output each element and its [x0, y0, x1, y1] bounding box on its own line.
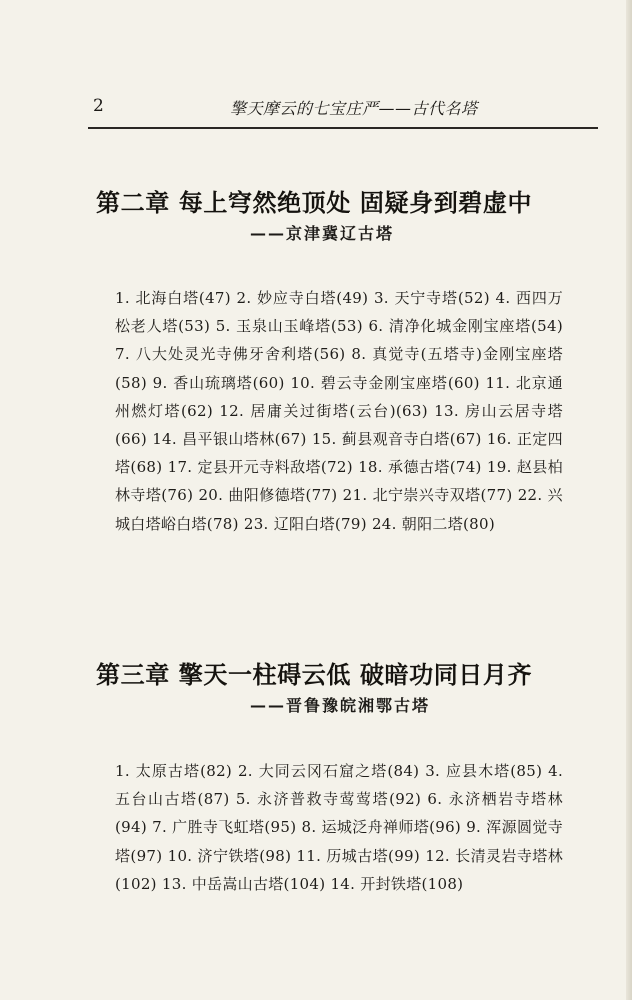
toc-entry-text: 7. 八大处灵光寺佛牙舍利塔(56) — [115, 345, 346, 364]
toc-entry-text: 8. 运城泛舟禅师塔(96) — [301, 818, 462, 837]
toc-entry-text: 11. 北京通州燃灯塔(62) — [115, 373, 563, 420]
toc-entry-text: 1. 太原古塔(82) — [115, 762, 233, 780]
toc-entry-text: 18. 承德古塔(74) — [358, 458, 482, 477]
toc-entry-text: 13. 房山云居寺塔(66) — [115, 401, 563, 449]
toc-entry-text: 5. 永济普救寺莺莺塔(92) — [235, 790, 422, 809]
toc-entry-text: 9. 浑源圆觉寺塔(97) — [115, 818, 564, 865]
toc-entry-text: 10. 济宁铁塔(98) — [167, 846, 292, 865]
toc-entry — [244, 515, 367, 533]
toc-entry-text: 19. 赵县柏林寺塔(76) — [115, 458, 563, 505]
toc-entry-text: 2. 大同云冈石窟之塔(84) — [237, 762, 420, 780]
header-rule — [88, 127, 598, 129]
toc-entry-text: 7. 广胜寺飞虹塔(95) — [152, 818, 297, 837]
toc-entry-text: 3. 天宁寺塔(52) — [373, 289, 490, 307]
toc-entry-text: 11. 历城古塔(99) — [296, 846, 421, 865]
toc-entry — [368, 317, 563, 335]
toc-entry-text: 13. 中岳嵩山古塔(104) — [161, 874, 326, 893]
toc-entry — [290, 374, 480, 392]
toc-entry-text: 22. 兴城白塔峪白塔(78) — [115, 486, 563, 533]
chapter-title: 第三章 擎天一柱碍云低 破暗功同日月齐 — [96, 661, 533, 689]
toc-entry-text: 16. 正定四塔(68) — [115, 430, 563, 477]
toc-entry — [358, 458, 482, 476]
chapter-subtitle: ——晋鲁豫皖湘鄂古塔 — [250, 696, 431, 715]
toc-entry — [152, 818, 296, 836]
toc-entry-text: 4. 西四万松老人塔(53) — [115, 289, 564, 336]
toc-entry-text: 12. 居庸关过街塔(云台)(63) — [219, 401, 428, 420]
toc-entry-text: 1. 北海白塔(47) — [115, 289, 231, 307]
page-edge — [626, 0, 632, 1000]
toc-entry — [115, 345, 345, 363]
chapter-entry-list — [115, 757, 563, 898]
toc-entry — [115, 289, 231, 307]
toc-entry — [238, 762, 419, 780]
toc-entry-text: 21. 北宁崇兴寺双塔(77) — [342, 486, 513, 505]
toc-entry-text: 5. 玉泉山玉峰塔(53) — [215, 317, 363, 336]
toc-entry-text: 8. 真觉寺(五塔寺)金刚宝座塔(58) — [115, 345, 563, 392]
toc-entry-text: 4. 五台山古塔(87) — [115, 762, 564, 809]
toc-entry-text: 17. 定县开元寺料敌塔(72) — [167, 458, 353, 477]
toc-entry — [168, 458, 353, 476]
toc-entry — [236, 790, 421, 808]
chapter-subtitle: ——京津冀辽古塔 — [250, 224, 395, 243]
toc-entry — [372, 515, 495, 533]
toc-entry — [219, 402, 428, 420]
chapter-entry-list — [115, 284, 563, 538]
toc-entry-text: 24. 朝阳二塔(80) — [371, 514, 495, 533]
toc-entry — [168, 847, 292, 865]
toc-entry — [153, 374, 285, 392]
toc-entry-text: 15. 蓟县观音寺白塔(67) — [311, 430, 482, 449]
running-title: 擎天摩云的七宝庄严——古代名塔 — [230, 99, 478, 118]
toc-entry-text: 23. 辽阳白塔(79) — [243, 514, 367, 533]
toc-entry-text: 6. 清净化城金刚宝座塔(54) — [368, 317, 563, 336]
toc-entry — [162, 875, 325, 893]
toc-entry — [374, 289, 490, 307]
toc-entry-text: 14. 昌平银山塔林(67) — [152, 430, 307, 449]
running-header — [0, 0, 632, 140]
toc-entry — [296, 847, 420, 865]
toc-entry-text: 2. 妙应寺白塔(49) — [236, 289, 369, 307]
toc-entry — [312, 430, 482, 448]
toc-entry — [152, 430, 306, 448]
toc-entry-text: 6. 永济栖岩寺塔林(94) — [115, 790, 563, 837]
toc-entry-text: 14. 开封铁塔(108) — [330, 874, 464, 893]
toc-entry — [237, 289, 369, 307]
toc-entry-text: 3. 应县木塔(85) — [425, 762, 543, 780]
toc-entry — [216, 317, 363, 335]
toc-entry-text: 10. 碧云寺金刚宝座塔(60) — [290, 373, 480, 392]
toc-entry-text: 20. 曲阳修德塔(77) — [198, 486, 338, 505]
toc-entry — [302, 818, 462, 836]
toc-entry-text: 9. 香山琉璃塔(60) — [152, 373, 285, 392]
toc-entry — [330, 875, 463, 893]
page-number: 2 — [93, 96, 104, 116]
toc-entry-text: 12. 长清灵岩寺塔林(102) — [115, 846, 563, 893]
toc-entry — [198, 486, 337, 504]
chapter-title: 第二章 每上穹然绝顶处 固疑身到碧虚中 — [96, 189, 533, 217]
toc-entry — [425, 762, 542, 780]
toc-entry — [343, 486, 513, 504]
toc-entry — [115, 762, 232, 780]
